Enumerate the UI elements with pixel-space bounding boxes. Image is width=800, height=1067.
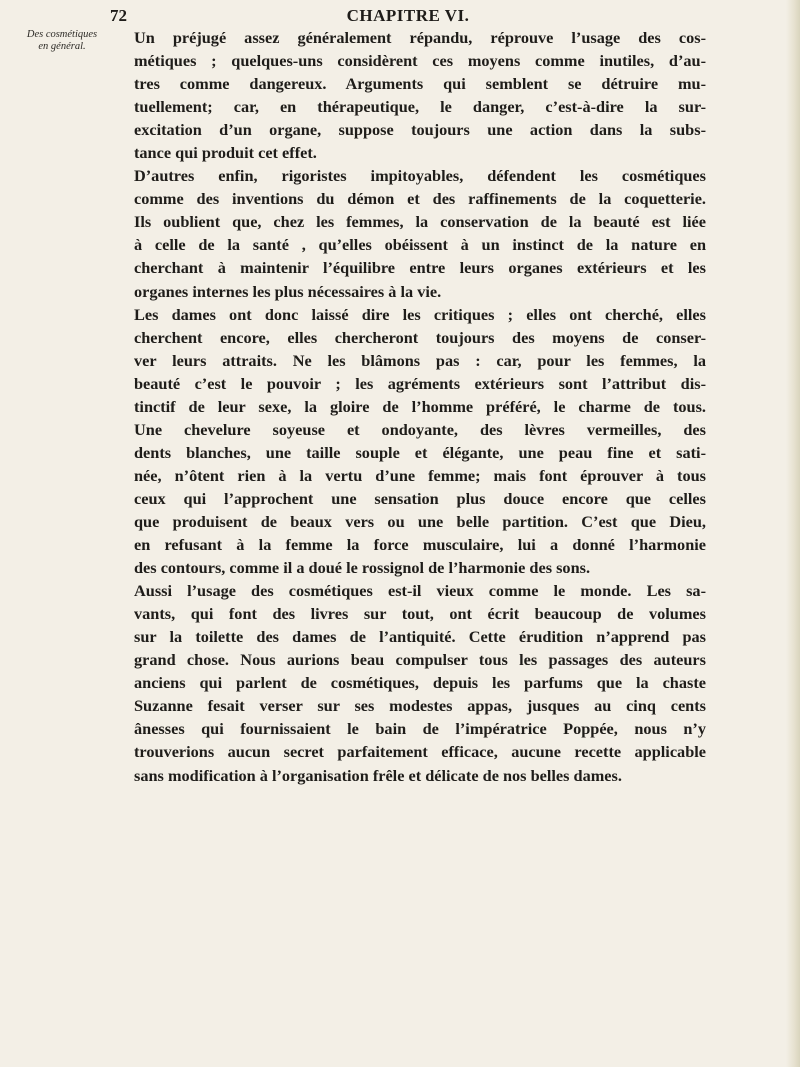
text-line: grand chose. Nous aurions beau compulser tous les passages des auteurs — [134, 650, 706, 670]
text-line: des contours, comme il a doué le rossignol de l’harmonie des sons. — [134, 558, 591, 578]
text-line: métiques ; quelques-uns considèrent ces moyens comme inutiles, d’au- — [134, 51, 706, 71]
page-number: 72 — [110, 6, 127, 25]
paragraph — [112, 579, 706, 786]
text-line: Un préjugé assez généralement répandu, réprouve l’usage des cos- — [134, 28, 706, 47]
text-line: dents blanches, une taille souple et élégante, une peau fine et sati- — [134, 442, 706, 462]
text-line: en refusant à la femme la force musculaire, lui a donné l’harmonie — [134, 535, 706, 555]
text-line: Ils oublient que, chez les femmes, la conservation de la beauté est liée — [134, 212, 706, 232]
marginal-note-line: en général. — [38, 41, 86, 52]
text-line: anciens qui parlent de cosmétiques, depuis les parfums que la chaste — [134, 673, 706, 693]
text-line: trouverions aucun secret parfaitement efficace, aucune recette applicable — [134, 742, 706, 762]
body-text — [112, 26, 706, 787]
text-line: excitation d’un organe, suppose toujours une action dans la subs- — [134, 120, 706, 140]
text-line: ceux qui l’approchent une sensation plus douce encore que celles — [134, 488, 706, 508]
text-line: à celle de la santé , qu’elles obéissent à un instinct de la nature en — [134, 235, 706, 255]
text-line: organes internes les plus nécessaires à la vie. — [134, 281, 442, 301]
text-line: comme des inventions du démon et des raffinements de la coquetterie. — [134, 189, 706, 209]
text-line: ânesses qui fournissaient le bain de l’impératrice Poppée, nous n’y — [134, 719, 706, 739]
text-line: Une chevelure soyeuse et ondoyante, des lèvres vermeilles, des — [134, 419, 706, 439]
text-line: Les dames ont donc laissé dire les critiques ; elles ont cherché, elles — [134, 304, 706, 324]
text-line: née, n’ôtent rien à la vertu d’une femme; mais font éprouver à tous — [134, 465, 706, 485]
text-line: tance qui produit cet effet. — [134, 143, 317, 163]
text-line: vants, qui font des livres sur tout, ont écrit beaucoup de volumes — [134, 604, 706, 624]
text-line: que produisent de beaux vers ou une belle partition. C’est que Dieu, — [134, 511, 706, 531]
marginal-note-line: Des cosmétiques — [26, 29, 98, 40]
page-edge — [786, 0, 800, 1067]
text-line: D’autres enfin, rigoristes impitoyables, défendent les cosmétiques — [134, 166, 706, 186]
paragraph — [112, 164, 706, 302]
text-line: cherchent encore, elles chercheront toujours des moyens de conser- — [134, 327, 706, 347]
text-line: cherchant à maintenir l’équilibre entre leurs organes extérieurs et les — [134, 258, 706, 278]
text-line: sans modification à l’organisation frêle et délicate de nos belles dames. — [134, 765, 622, 785]
text-line: Aussi l’usage des cosmétiques est-il vieux comme le monde. Les sa- — [134, 581, 706, 601]
text-line: tinctif de leur sexe, la gloire de l’homme préféré, le charme de tous. — [134, 396, 706, 416]
marginal-note — [20, 29, 104, 53]
text-line: tuellement; car, en thérapeutique, le danger, c’est-à-dire la sur- — [134, 97, 706, 117]
text-line: sur la toilette des dames de l’antiquité. Cette érudition n’apprend pas — [134, 627, 706, 647]
text-line: ver leurs attraits. Ne les blâmons pas : car, pour les femmes, la — [134, 350, 706, 370]
text-line: beauté c’est le pouvoir ; les agréments extérieurs sont l’attribut dis- — [134, 373, 706, 393]
chapter-title: CHAPITRE VI. — [346, 6, 470, 25]
paragraph — [112, 303, 706, 580]
paragraph — [112, 26, 706, 164]
text-line: Suzanne fesait verser sur ses modestes appas, jusques au cinq cents — [134, 696, 706, 716]
text-line: tres comme dangereux. Arguments qui semblent se détruire mu- — [134, 74, 706, 94]
